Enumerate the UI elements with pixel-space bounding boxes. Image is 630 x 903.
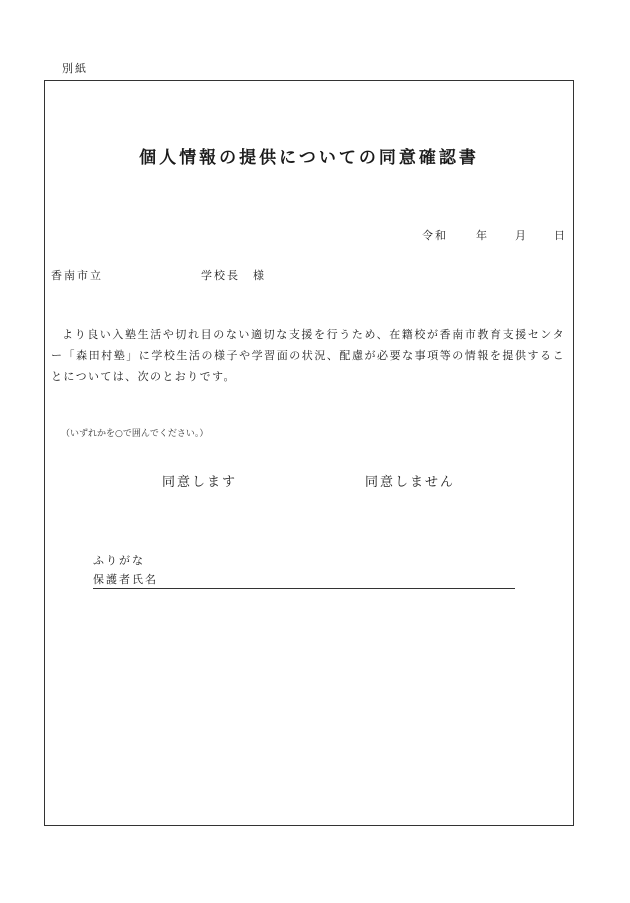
agree-option[interactable]: 同意します bbox=[162, 475, 238, 490]
guardian-name-label: 保護者氏名 bbox=[93, 573, 158, 586]
addressee bbox=[51, 267, 266, 283]
body-text: より良い入塾生活や切れ目のない適切な支援を行うため、在籍校が香南市教育支援センター「森田村塾」に学校生活の様子や学習面の状況、配慮が必要な事項等の情報を提供することについては、次のとおりです。 bbox=[51, 328, 565, 383]
disagree-option[interactable]: 同意しません bbox=[365, 475, 456, 490]
attachment-label: 別紙 bbox=[62, 62, 88, 75]
document-title: 個人情報の提供についての同意確認書 bbox=[139, 148, 479, 168]
date-line bbox=[422, 227, 565, 243]
addressee-suffix: 学校長 様 bbox=[201, 269, 266, 282]
date-month: 月 bbox=[515, 229, 526, 242]
date-day: 日 bbox=[554, 229, 565, 242]
date-era: 令和 bbox=[422, 229, 448, 242]
guardian-name-field[interactable] bbox=[93, 571, 515, 589]
addressee-city: 香南市立 bbox=[51, 269, 103, 282]
instruction-text: （いずれかを○で囲んでください。） bbox=[61, 429, 209, 439]
consent-form-frame bbox=[44, 80, 574, 826]
furigana-label: ふりがな bbox=[93, 554, 145, 567]
date-year: 年 bbox=[476, 229, 487, 242]
